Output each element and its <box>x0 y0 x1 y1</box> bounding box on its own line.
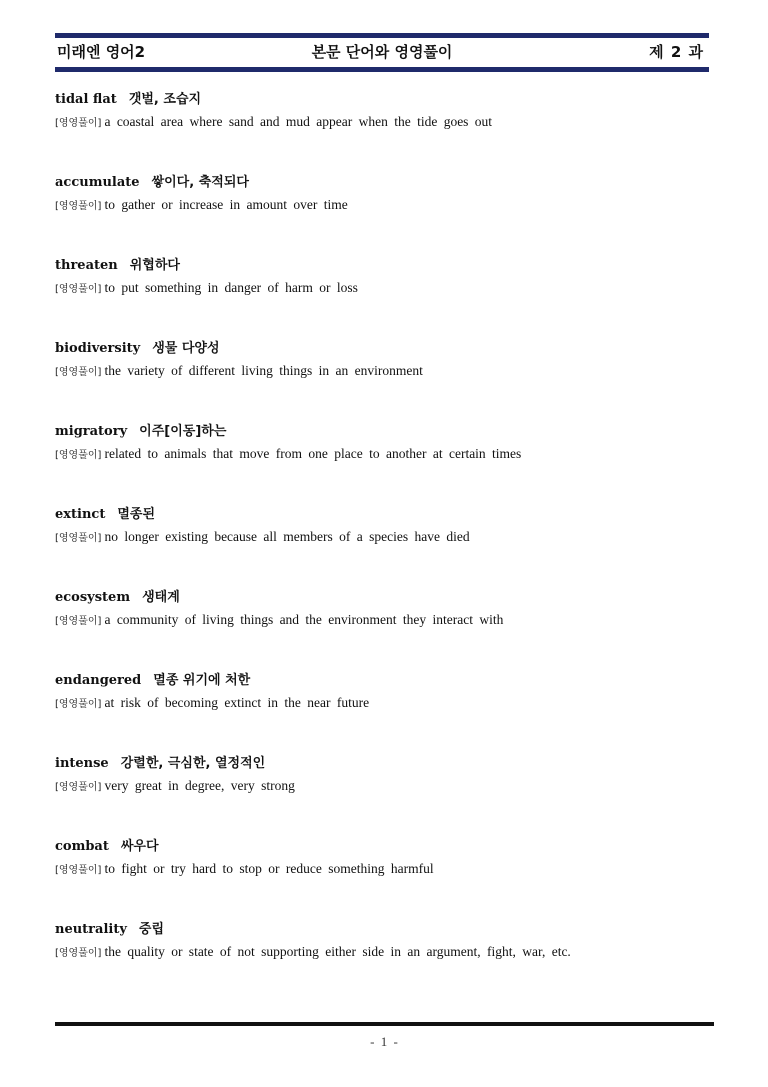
word-line <box>55 669 715 691</box>
lesson-number: 제 2 과 <box>649 43 703 61</box>
vocab-entry <box>55 171 715 254</box>
definition-tag: [영영풀이] <box>55 533 102 544</box>
vocab-entry <box>55 88 715 171</box>
definition-line <box>55 195 715 215</box>
definition-tag: [영영풀이] <box>55 616 102 627</box>
word-line <box>55 835 715 857</box>
vocab-entry <box>55 420 715 503</box>
definition-line <box>55 859 715 879</box>
vocab-entry <box>55 254 715 337</box>
textbook-title: 미래엔 영어2 <box>57 43 146 61</box>
word-line <box>55 254 715 276</box>
word-line <box>55 918 715 940</box>
word-line <box>55 171 715 193</box>
korean-meaning: 위협하다 <box>129 258 180 273</box>
vocab-term: migratory <box>55 424 128 439</box>
korean-meaning: 갯벌, 조습지 <box>128 92 202 107</box>
vocab-entry <box>55 503 715 586</box>
korean-meaning: 생태계 <box>142 590 180 605</box>
header-bottom-rule <box>55 67 709 72</box>
vocab-entry <box>55 752 715 835</box>
vocab-entry <box>55 669 715 752</box>
definition-line <box>55 278 715 298</box>
definition-line <box>55 610 715 630</box>
vocab-term: accumulate <box>55 175 140 190</box>
korean-meaning: 싸우다 <box>120 839 159 854</box>
korean-meaning: 쌓이다, 축적되다 <box>151 175 249 190</box>
word-line <box>55 503 715 525</box>
footer-rule <box>55 1022 714 1026</box>
vocab-term: biodiversity <box>55 341 141 356</box>
definition-line <box>55 112 715 132</box>
english-definition: to gather or increase in amount over time <box>104 197 348 212</box>
vocab-term: ecosystem <box>55 590 131 605</box>
korean-meaning: 멸종된 <box>117 507 156 522</box>
vocab-entry <box>55 918 715 1001</box>
definition-tag: [영영풀이] <box>55 865 102 876</box>
definition-line <box>55 361 715 381</box>
english-definition: to put something in danger of harm or loss <box>104 280 358 295</box>
korean-meaning: 멸종 위기에 처한 <box>153 673 251 688</box>
word-line <box>55 337 715 359</box>
definition-tag: [영영풀이] <box>55 948 102 959</box>
page-header <box>55 33 709 72</box>
english-definition: the quality or state of not supporting either side in an argument, fight, war, etc. <box>104 944 571 959</box>
vocab-entry <box>55 337 715 420</box>
definition-line <box>55 942 715 962</box>
definition-line <box>55 444 715 464</box>
vocab-term: neutrality <box>55 922 127 937</box>
english-definition: very great in degree, very strong <box>104 778 295 793</box>
section-title: 본문 단어와 영영풀이 <box>311 43 453 61</box>
definition-tag: [영영풀이] <box>55 284 102 295</box>
page-number: - 1 - <box>370 1034 398 1049</box>
korean-meaning: 중립 <box>138 922 165 937</box>
vocab-entry <box>55 586 715 669</box>
english-definition: a community of living things and the environment they interact with <box>104 612 504 627</box>
definition-tag: [영영풀이] <box>55 450 102 461</box>
korean-meaning: 이주[이동]하는 <box>139 424 227 439</box>
definition-line <box>55 527 715 547</box>
vocab-term: combat <box>55 839 109 854</box>
korean-meaning: 생물 다양성 <box>152 341 220 356</box>
word-line <box>55 88 715 110</box>
vocab-term: extinct <box>55 507 106 522</box>
vocabulary-list <box>55 88 715 1001</box>
header-row <box>55 38 709 67</box>
english-definition: to fight or try hard to stop or reduce something harmful <box>104 861 434 876</box>
word-line <box>55 752 715 774</box>
vocab-term: tidal flat <box>55 92 117 107</box>
definition-tag: [영영풀이] <box>55 699 102 710</box>
definition-tag: [영영풀이] <box>55 201 102 212</box>
vocab-term: endangered <box>55 673 142 688</box>
vocab-term: intense <box>55 756 109 771</box>
definition-tag: [영영풀이] <box>55 782 102 793</box>
vocab-term: threaten <box>55 258 118 273</box>
definition-tag: [영영풀이] <box>55 118 102 129</box>
vocab-entry <box>55 835 715 918</box>
definition-line <box>55 776 715 796</box>
english-definition: no longer existing because all members of a species have died <box>104 529 470 544</box>
word-line <box>55 586 715 608</box>
english-definition: the variety of different living things in an environment <box>104 363 423 378</box>
english-definition: at risk of becoming extinct in the near future <box>104 695 370 710</box>
english-definition: a coastal area where sand and mud appear when the tide goes out <box>104 114 493 129</box>
word-line <box>55 420 715 442</box>
definition-line <box>55 693 715 713</box>
english-definition: related to animals that move from one place to another at certain times <box>104 446 522 461</box>
korean-meaning: 강렬한, 극심한, 열정적인 <box>120 756 266 771</box>
definition-tag: [영영풀이] <box>55 367 102 378</box>
